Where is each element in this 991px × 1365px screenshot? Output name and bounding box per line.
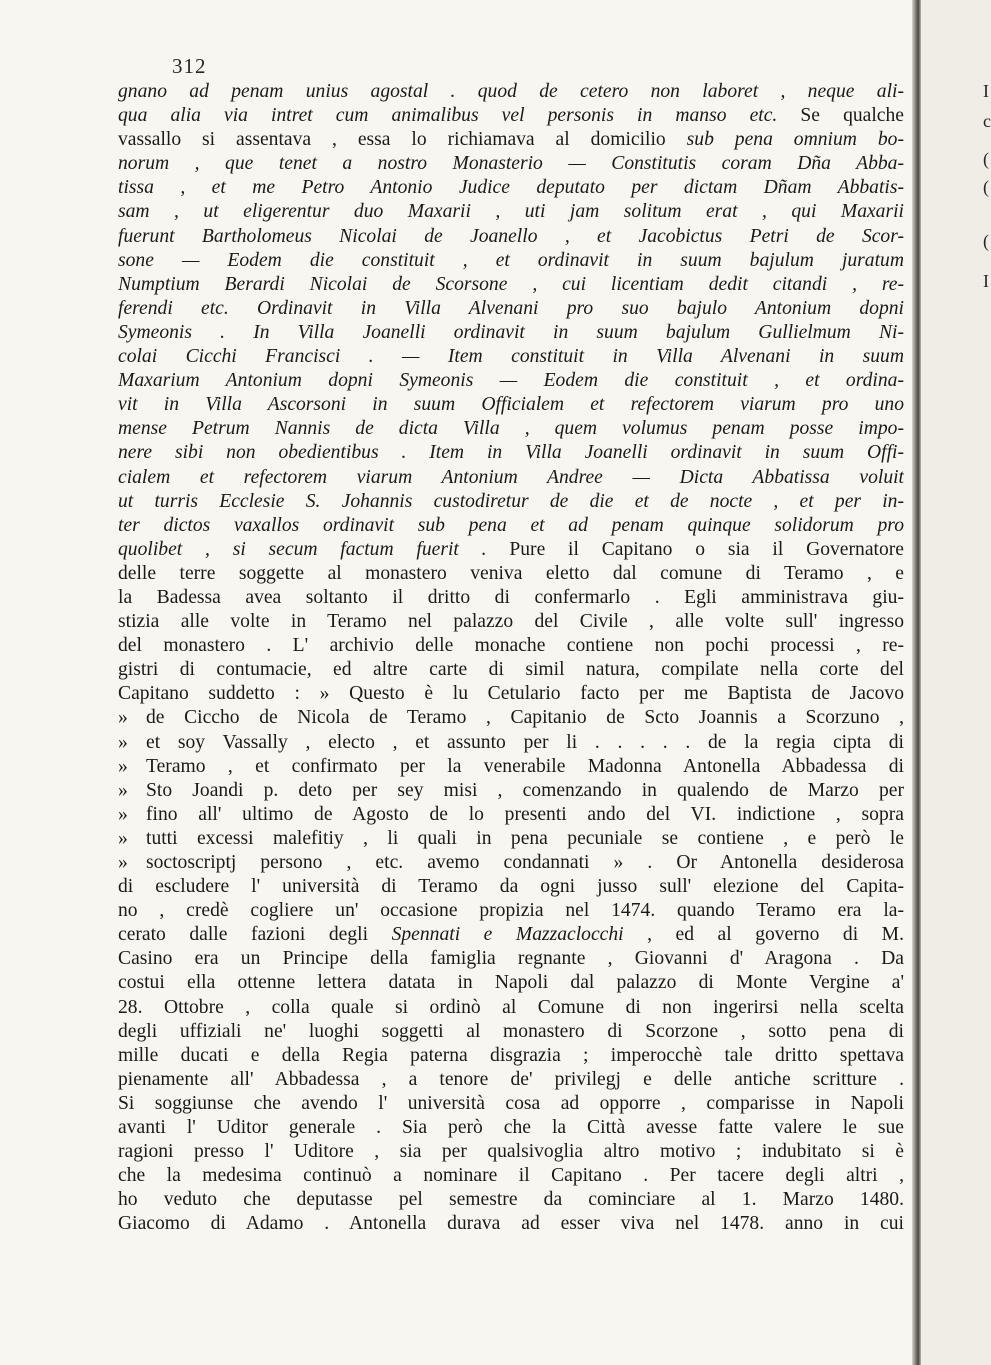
quoted-text: Teramo , et confirmato per la venerabile Madonna Antonella Abbadessa di	[146, 755, 904, 777]
text-line	[118, 1140, 904, 1164]
text-line	[118, 562, 904, 586]
italic-run: qua alia via intret cum animalibus vel personis in manso etc.	[118, 105, 801, 127]
roman-run: Giacomo di Adamo . Antonella durava ad esser viva nel 1478. anno in cui	[118, 1213, 904, 1235]
roman-run: che la medesima continuò a nominare il Capitano . Per tacere degli altri ,	[118, 1165, 904, 1187]
roman-run: vassallo si assentava , essa lo richiamava al domicilio	[118, 129, 687, 151]
text-line	[118, 417, 904, 441]
italic-run: Maxarium Antonium dopni Symeonis — Eodem die constituit , et ordina-	[118, 370, 904, 392]
roman-run: no , credè cogliere un' occasione propizia nel 1474. quando Teramo era la-	[118, 900, 904, 922]
roman-run: mille ducati e della Regia paterna disgrazia ; imperocchè tale dritto spettava	[118, 1044, 904, 1066]
text-line	[118, 779, 904, 803]
text-line	[118, 923, 904, 947]
text-line	[118, 875, 904, 899]
italic-run: Symeonis . In Villa Joanelli ordinavit in suum bajulum Gullielmum Ni-	[118, 321, 904, 343]
roman-run: di escludere l' università di Teramo da ogni jusso sull' elezione del Capita-	[118, 876, 904, 898]
roman-run: Si soggiunse che avendo l' università cosa ad opporre , comparisse in Napoli	[118, 1092, 904, 1114]
quoted-text: soctoscriptj persono , etc. avemo condannati » . Or Antonella desiderosa	[146, 852, 904, 873]
italic-run: sub pena omnium bo-	[686, 129, 904, 151]
roman-run: degli uffiziali ne' luoghi soggetti al monastero di Scorzone , sotto pena di	[118, 1020, 904, 1042]
italic-run: vit in Villa Ascorsoni in suum Officialem et refectorem viarum pro uno	[118, 394, 904, 416]
text-line	[118, 200, 904, 224]
quoted-text: de Ciccho de Nicola de Teramo , Capitanio de Scto Joannis a Scorzuno ,	[146, 707, 904, 729]
text-line	[118, 225, 904, 249]
roman-run: stizia alle volte in Teramo nel palazzo del Civile , alle volte sull' ingresso	[118, 611, 904, 633]
quoted-text: fino all' ultimo de Agosto de lo presenti ando del VI. indictione , sopra	[146, 803, 904, 825]
italic-run: ferendi etc. Ordinavit in Villa Alvenani pro suo bajulo Antonium dopni	[118, 297, 904, 319]
text-line	[118, 706, 904, 730]
facing-page-fragment: (	[983, 149, 989, 169]
italic-run: sam , ut eligerentur duo Maxarii , uti jam solitum erat , qui Maxarii	[118, 201, 904, 223]
text-line	[118, 345, 904, 369]
text-line	[118, 755, 904, 779]
text-line	[118, 369, 904, 393]
italic-run: Numptium Berardi Nicolai de Scorsone , cui licentiam dedit citandi , re-	[118, 273, 904, 295]
roman-run: cerato dalle fazioni degli	[118, 924, 392, 946]
facing-page-fragment: I	[983, 271, 989, 291]
roman-run: 28. Ottobre , colla quale si ordinò al Comune di non ingerirsi nella scelta	[118, 996, 904, 1018]
roman-run: avanti l' Uditor generale . Sia però che la Città avesse fatte valere le sue	[118, 1117, 904, 1139]
quote-mark: »	[118, 731, 128, 753]
text-line	[118, 1188, 904, 1212]
facing-page-fragment: (	[983, 177, 989, 197]
text-line	[118, 731, 904, 755]
italic-run: Spennati e Mazzaclocchi	[391, 924, 624, 946]
quote-mark: »	[118, 779, 128, 801]
text-line	[118, 176, 904, 200]
quote-mark: »	[118, 707, 128, 729]
italic-run: colai Cicchi Francisci . — Item constituit in Villa Alvenani in suum	[118, 346, 904, 368]
roman-run: gistri di contumacie, ed altre carte di simil natura, compilate nella corte del	[118, 659, 904, 681]
text-line	[118, 634, 904, 658]
text-line	[118, 1020, 904, 1044]
text-line	[118, 80, 904, 104]
body-text	[118, 80, 904, 1237]
facing-page-fragment: c	[983, 111, 991, 131]
binding-edge	[912, 0, 921, 1365]
text-line	[118, 297, 904, 321]
text-line	[118, 273, 904, 297]
facing-page-fragment: (	[983, 231, 989, 251]
italic-run: mense Petrum Nannis de dicta Villa , quem volumus penam posse impo-	[118, 418, 904, 440]
text-line	[118, 1068, 904, 1092]
quote-mark: »	[118, 827, 128, 849]
quoted-text: et soy Vassally , electo , et assunto per li . . . . . de la regia cipta di	[146, 731, 904, 753]
text-line	[118, 803, 904, 827]
quote-mark: »	[118, 803, 128, 825]
text-line	[118, 899, 904, 923]
text-line	[118, 538, 904, 562]
italic-run: quolibet , si secum factum fuerit .	[118, 538, 510, 560]
text-line	[118, 996, 904, 1020]
quoted-text: tutti excessi malefitiy , li quali in pena pecuniale se contiene , e però le	[146, 827, 904, 849]
text-line	[118, 947, 904, 971]
text-line	[118, 1092, 904, 1116]
text-line	[118, 128, 904, 152]
text-line	[118, 1212, 904, 1236]
text-line	[118, 682, 904, 706]
italic-run: ter dictos vaxallos ordinavit sub pena et ad penam quinque solidorum pro	[118, 514, 904, 536]
text-line	[118, 851, 904, 875]
facing-page-fragment: I	[983, 81, 989, 101]
italic-run: sone — Eodem die constituit , et ordinavit in suum bajulum juratum	[118, 249, 904, 271]
roman-run: pienamente all' Abbadessa , a tenore de' privilegj e delle antiche scritture .	[118, 1068, 904, 1090]
roman-run: delle terre soggette al monastero veniva eletto dal comune di Teramo , e	[118, 562, 904, 584]
text-line	[118, 658, 904, 682]
text-line	[118, 249, 904, 273]
roman-run: Pure il Capitano o sia il Governatore	[509, 538, 904, 560]
roman-run: ragioni presso l' Uditore , sia per qualsivoglia altro motivo ; indubitato si è	[118, 1141, 904, 1163]
text-line	[118, 104, 904, 128]
text-line	[118, 1044, 904, 1068]
text-line	[118, 1164, 904, 1188]
text-line	[118, 393, 904, 417]
text-line	[118, 971, 904, 995]
text-line	[118, 321, 904, 345]
text-line	[118, 514, 904, 538]
text-line	[118, 152, 904, 176]
roman-run: ho veduto che deputasse pel semestre da cominciare al 1. Marzo 1480.	[118, 1189, 904, 1211]
page-gutter	[919, 0, 991, 1365]
text-line	[118, 441, 904, 465]
quote-mark: »	[118, 852, 128, 873]
text-line	[118, 490, 904, 514]
italic-run: fuerunt Bartholomeus Nicolai de Joanello , et Jacobictus Petri de Scor-	[118, 225, 904, 247]
text-line	[118, 1116, 904, 1140]
italic-run: cialem et refectorem viarum Antonium Andree — Dicta Abbatissa voluit	[118, 466, 904, 488]
quote-mark: »	[118, 755, 128, 777]
quoted-text: Sto Joandi p. deto per sey misi , comenzando in qualendo de Marzo per	[146, 779, 904, 801]
text-line	[118, 466, 904, 490]
italic-run: gnano ad penam unius agostal . quod de cetero non laboret , neque ali-	[118, 81, 904, 102]
text-line	[118, 827, 904, 851]
italic-run: nere sibi non obedientibus . Item in Villa Joanelli ordinavit in suum Offi-	[118, 442, 904, 464]
italic-run: ut turris Ecclesie S. Johannis custodiretur de die et de nocte , et per in-	[118, 490, 904, 512]
roman-run: Capitano suddetto : » Questo è lu Cetulario facto per me Baptista de Jacovo	[118, 683, 904, 705]
roman-run: , ed al governo di M.	[623, 924, 904, 946]
roman-run: Se qualche	[800, 105, 904, 127]
roman-run: la Badessa avea soltanto il dritto di confermarlo . Egli amministrava giu-	[118, 586, 904, 608]
roman-run: Casino era un Principe della famiglia regnante , Giovanni d' Aragona . Da	[118, 948, 904, 970]
italic-run: norum , que tenet a nostro Monasterio — Constitutis coram Dña Abba-	[118, 153, 904, 175]
text-line	[118, 586, 904, 610]
page-number: 312	[172, 54, 207, 78]
text-line	[118, 610, 904, 634]
roman-run: costui ella ottenne lettera datata in Napoli dal palazzo di Monte Vergine a'	[118, 972, 904, 994]
italic-run: tissa , et me Petro Antonio Judice deputato per dictam Dñam Abbatis-	[118, 177, 904, 199]
roman-run: del monastero . L' archivio delle monache contiene non pochi processi , re-	[118, 635, 904, 657]
